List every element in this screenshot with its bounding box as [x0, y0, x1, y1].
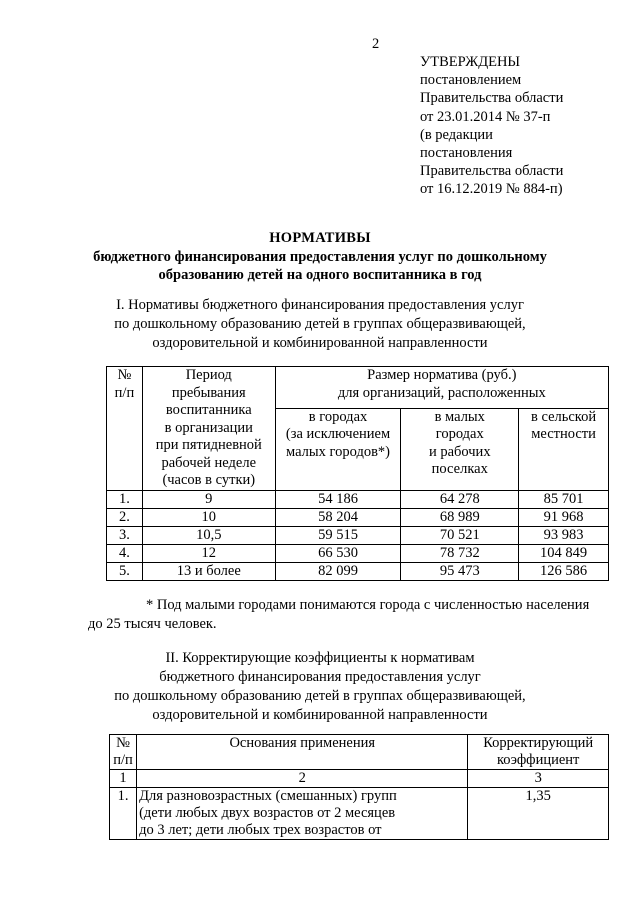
cell-small: 64 278: [401, 490, 519, 508]
cell-small: 70 521: [401, 526, 519, 544]
header-num: № п/п: [107, 367, 143, 491]
col-number: 1: [110, 770, 137, 788]
document-title: НОРМАТИВЫ: [269, 230, 371, 246]
section2-heading: [0, 649, 640, 725]
approval-line: (в редакции: [420, 126, 493, 143]
header-period: Период пребывания воспитанника в организации при пятидневной рабочей неделе (часов в сутки): [142, 367, 275, 491]
header-size: Размер норматива (руб.) для организаций, расположенных: [275, 367, 608, 409]
coefficients-table: [109, 734, 609, 840]
subtitle-line: бюджетного финансирования предоставления услуг по дошкольному: [93, 249, 547, 265]
footnote-line: до 25 тысяч человек.: [88, 616, 217, 632]
cell-num: 1.: [107, 490, 143, 508]
cell-city: 59 515: [275, 526, 401, 544]
cell-rural: 126 586: [519, 562, 609, 580]
header-small-towns: в малых городах и рабочих поселках: [401, 408, 519, 490]
cell-hours: 13 и более: [142, 562, 275, 580]
cell-city: 58 204: [275, 508, 401, 526]
approval-stamp-block: [420, 53, 563, 199]
norms-table: [106, 366, 609, 581]
row-coefficient: 1,35: [468, 788, 609, 840]
heading-line: I. Нормативы бюджетного финансирования предоставления услуг: [116, 297, 524, 313]
cell-small: 68 989: [401, 508, 519, 526]
approval-line: постановлением: [420, 72, 522, 89]
approval-line: Правительства области: [420, 163, 564, 180]
section1-heading: [0, 296, 640, 353]
cell-hours: 12: [142, 544, 275, 562]
footnote-line: * Под малыми городами понимаются города с численностью населения: [146, 597, 590, 613]
header-rural: в сельской местности: [519, 408, 609, 490]
cell-rural: 91 968: [519, 508, 609, 526]
header-basis: Основания применения: [137, 735, 468, 770]
cell-city: 82 099: [275, 562, 401, 580]
row-basis: Для разновозрастных (смешанных) групп (дети любых двух возрастов от 2 месяцев до 3 лет; дети любых трех возрастов от: [137, 788, 468, 840]
table-row: [107, 526, 609, 544]
table-row: [107, 508, 609, 526]
col-number: 2: [137, 770, 468, 788]
approval-line: постановления: [420, 145, 513, 162]
cell-rural: 104 849: [519, 544, 609, 562]
cell-small: 95 473: [401, 562, 519, 580]
header-coefficient: Корректирующий коэффициент: [468, 735, 609, 770]
cell-rural: 93 983: [519, 526, 609, 544]
heading-line: по дошкольному образованию детей в группах общеразвивающей,: [114, 688, 526, 704]
footnote: [88, 596, 633, 634]
cell-hours: 10: [142, 508, 275, 526]
approval-line: Правительства области: [420, 90, 564, 107]
cell-city: 54 186: [275, 490, 401, 508]
page-number: 2: [372, 36, 380, 52]
cell-num: 2.: [107, 508, 143, 526]
row-num: 1.: [110, 788, 137, 840]
header-city: в городах (за исключением малых городов*): [275, 408, 401, 490]
header-num: № п/п: [110, 735, 137, 770]
table-row: [107, 544, 609, 562]
cell-num: 5.: [107, 562, 143, 580]
document-subtitle: [0, 248, 640, 284]
approval-line: от 23.01.2014 № 37-п: [420, 108, 551, 125]
heading-line: оздоровительной и комбинированной направленности: [152, 707, 488, 723]
heading-line: бюджетного финансирования предоставления услуг: [159, 669, 481, 685]
cell-num: 4.: [107, 544, 143, 562]
heading-line: II. Корректирующие коэффициенты к нормативам: [165, 650, 475, 666]
table-row: [107, 562, 609, 580]
heading-line: по дошкольному образованию детей в группах общеразвивающей,: [114, 316, 526, 332]
table-row: [107, 490, 609, 508]
approval-line: УТВЕРЖДЕНЫ: [420, 54, 521, 70]
cell-hours: 10,5: [142, 526, 275, 544]
heading-line: оздоровительной и комбинированной направленности: [152, 335, 488, 351]
cell-city: 66 530: [275, 544, 401, 562]
cell-hours: 9: [142, 490, 275, 508]
col-number: 3: [468, 770, 609, 788]
cell-num: 3.: [107, 526, 143, 544]
cell-rural: 85 701: [519, 490, 609, 508]
approval-line: от 16.12.2019 № 884-п): [420, 181, 563, 198]
subtitle-line: образованию детей на одного воспитанника в год: [158, 267, 482, 283]
cell-small: 78 732: [401, 544, 519, 562]
